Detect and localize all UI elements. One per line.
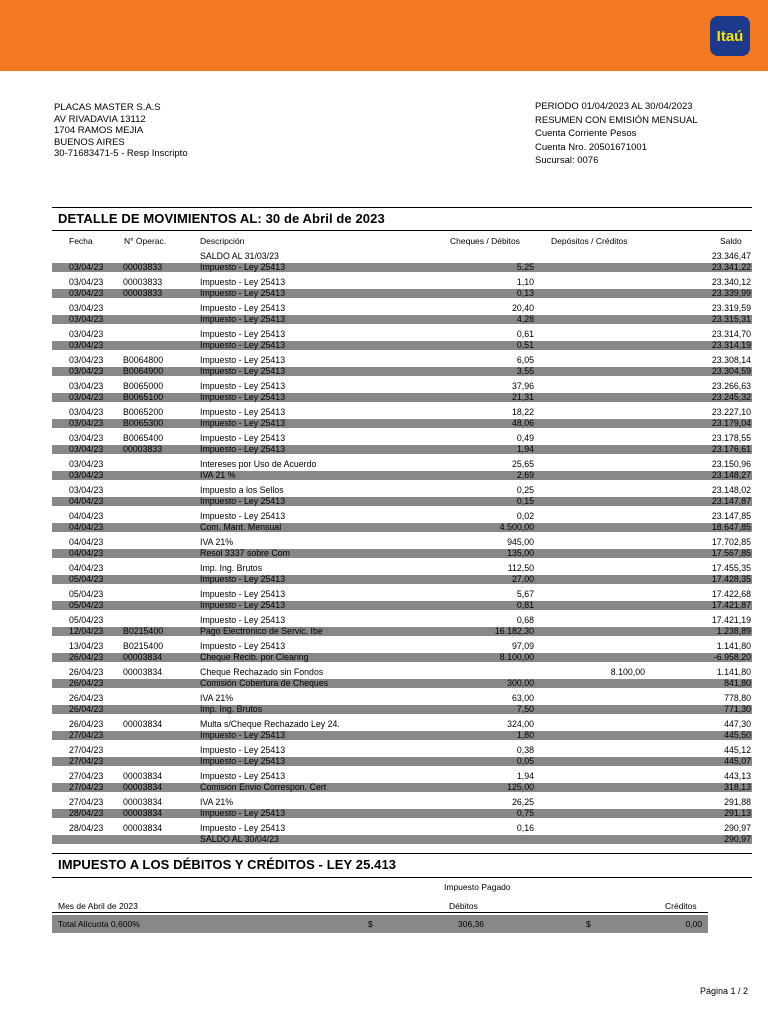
cell-fecha: 04/04/23: [69, 537, 104, 547]
cell-operacion: B0064900: [123, 366, 164, 376]
cell-fecha: 27/04/23: [69, 730, 104, 740]
cell-descripcion: Impuesto - Ley 25413: [200, 366, 286, 376]
table-row: [52, 562, 752, 575]
cell-debito: 0,49: [516, 433, 534, 443]
cell-saldo: 291,13: [724, 808, 751, 818]
cell-descripcion: Impuesto - Ley 25413: [200, 407, 286, 417]
tax-total-row: [52, 915, 708, 933]
tax-title: IMPUESTO A LOS DÉBITOS Y CRÉDITOS - LEY 25.413: [58, 857, 397, 872]
cell-fecha: 27/04/23: [69, 797, 104, 807]
cell-descripcion: Impuesto - Ley 25413: [200, 277, 286, 287]
cell-fecha: 03/04/23: [69, 470, 104, 480]
cell-debito: 125,00: [507, 782, 534, 792]
company-city: 1704 RAMOS MEJIA: [54, 125, 144, 136]
cell-debito: 1,94: [516, 444, 534, 454]
table-row: [52, 627, 752, 640]
cell-fecha: 28/04/23: [69, 808, 104, 818]
cell-saldo: 17.421,87: [711, 600, 751, 610]
tax-debits-value: 306,36: [458, 919, 484, 929]
cell-operacion: 00003834: [123, 797, 163, 807]
header-bar: [0, 0, 768, 71]
cell-operacion: 00003834: [123, 652, 163, 662]
cell-debito: 945,00: [507, 537, 534, 547]
table-row: [52, 822, 752, 835]
detail-title: DETALLE DE MOVIMIENTOS AL: 30 de Abril de 2023: [58, 211, 385, 226]
cell-saldo: 23.314,19: [711, 340, 751, 350]
cell-saldo: 443,13: [724, 771, 751, 781]
cell-debito: 5,67: [516, 589, 534, 599]
cell-descripcion: Impuesto - Ley 25413: [200, 392, 286, 402]
cell-descripcion: Impuesto - Ley 25413: [200, 574, 286, 584]
cell-fecha: 12/04/23: [69, 626, 104, 636]
cell-descripcion: Impuesto - Ley 25413: [200, 329, 286, 339]
cell-debito: 0,02: [516, 511, 534, 521]
cell-descripcion: SALDO AL 31/03/23: [200, 251, 279, 261]
cell-saldo: 1.141,80: [716, 667, 751, 677]
cell-debito: 18,22: [511, 407, 534, 417]
cell-fecha: 03/04/23: [69, 355, 104, 365]
cell-debito: 0,13: [516, 288, 534, 298]
cell-fecha: 27/04/23: [69, 745, 104, 755]
col-header-debitos: Cheques / Débitos: [450, 236, 520, 246]
cell-fecha: 03/04/23: [69, 314, 104, 324]
table-row: [52, 341, 752, 354]
company-info: [54, 102, 188, 160]
tax-paid-label: Impuesto Pagado: [444, 882, 511, 892]
cell-fecha: 27/04/23: [69, 756, 104, 766]
col-header-saldo: Saldo: [720, 236, 742, 246]
table-row: [52, 471, 752, 484]
cell-descripcion: Impuesto - Ley 25413: [200, 823, 286, 833]
cell-fecha: 05/04/23: [69, 589, 104, 599]
cell-operacion: B0065300: [123, 418, 164, 428]
cell-fecha: 03/04/23: [69, 418, 104, 428]
cell-descripcion: Impuesto a los Sellos: [200, 485, 284, 495]
cell-debito: 0,81: [516, 600, 534, 610]
table-row: [52, 510, 752, 523]
cell-operacion: B0065000: [123, 381, 164, 391]
cell-saldo: 318,13: [724, 782, 751, 792]
cell-descripcion: Com. Mant. Mensual: [200, 522, 282, 532]
cell-operacion: B0065200: [123, 407, 164, 417]
cell-saldo: -6.958,20: [713, 652, 751, 662]
cell-saldo: 23.314,70: [711, 329, 751, 339]
cell-descripcion: Pago Electronico de Servic. Ibe: [200, 626, 323, 636]
cell-descripcion: Impuesto - Ley 25413: [200, 589, 286, 599]
company-address: AV RIVADAVIA 13112: [54, 113, 146, 125]
cell-debito: 0,05: [516, 756, 534, 766]
cell-operacion: 00003834: [123, 771, 163, 781]
cell-operacion: 00003834: [123, 782, 163, 792]
cell-saldo: 23.346,47: [711, 251, 751, 261]
cell-fecha: 04/04/23: [69, 522, 104, 532]
cell-saldo: 771,30: [724, 704, 751, 714]
cell-debito: 26,25: [511, 797, 534, 807]
table-row: [52, 523, 752, 536]
cell-descripcion: Impuesto - Ley 25413: [200, 262, 286, 272]
cell-descripcion: SALDO AL 30/04/23: [200, 834, 279, 844]
summary-type: RESUMEN CON EMISIÓN MENSUAL: [535, 114, 698, 126]
table-row: [52, 601, 752, 614]
itau-logo: Itaú: [710, 16, 750, 56]
cell-saldo: 17.567,85: [711, 548, 751, 558]
cell-fecha: 04/04/23: [69, 496, 104, 506]
cell-fecha: 28/04/23: [69, 823, 104, 833]
cell-debito: 4,28: [516, 314, 534, 324]
cell-fecha: 26/04/23: [69, 719, 104, 729]
cell-descripcion: Cheque Recib. por Clearing: [200, 652, 309, 662]
cell-fecha: 03/04/23: [69, 262, 104, 272]
cell-fecha: 26/04/23: [69, 652, 104, 662]
table-row: [52, 705, 752, 718]
cell-descripcion: IVA 21%: [200, 537, 234, 547]
cell-fecha: 03/04/23: [69, 277, 104, 287]
cell-fecha: 03/04/23: [69, 288, 104, 298]
cell-operacion: B0065400: [123, 433, 164, 443]
cell-descripcion: Impuesto - Ley 25413: [200, 730, 286, 740]
cell-saldo: 445,50: [724, 730, 751, 740]
table-row: [52, 536, 752, 549]
cell-descripcion: Impuesto - Ley 25413: [200, 381, 286, 391]
cell-descripcion: Impuesto - Ley 25413: [200, 355, 286, 365]
table-row: [52, 718, 752, 731]
cell-saldo: 17.428,35: [711, 574, 751, 584]
table-row: [52, 315, 752, 328]
cell-saldo: 23.148,27: [711, 470, 751, 480]
cell-descripcion: Multa s/Cheque Rechazado Ley 24.: [200, 719, 340, 729]
company-name: PLACAS MASTER S.A.S: [54, 102, 161, 113]
cell-fecha: 03/04/23: [69, 329, 104, 339]
cell-descripcion: Impuesto - Ley 25413: [200, 433, 286, 443]
cell-saldo: 445,07: [724, 756, 751, 766]
cell-descripcion: Impuesto - Ley 25413: [200, 808, 286, 818]
cell-fecha: 26/04/23: [69, 704, 104, 714]
cell-descripcion: Impuesto - Ley 25413: [200, 340, 286, 350]
cell-fecha: 04/04/23: [69, 563, 104, 573]
cell-debito: 97,09: [511, 641, 534, 651]
cell-debito: 0,75: [516, 808, 534, 818]
cell-fecha: 03/04/23: [69, 407, 104, 417]
cell-saldo: 1.141,80: [716, 641, 751, 651]
table-row: [52, 497, 752, 510]
movements-table: [52, 250, 752, 848]
cell-operacion: 00003834: [123, 719, 163, 729]
period-range: PERIODO 01/04/2023 AL 30/04/2023: [535, 101, 693, 112]
cell-descripcion: Impuesto - Ley 25413: [200, 314, 286, 324]
table-row: [52, 484, 752, 497]
table-row: [52, 393, 752, 406]
tax-total-label: Total Alícuota 0,600%: [58, 919, 140, 929]
cell-fecha: 03/04/23: [69, 392, 104, 402]
table-row: [52, 588, 752, 601]
cell-saldo: 23.304,59: [711, 366, 751, 376]
table-row: [52, 289, 752, 302]
cell-descripcion: Cheque Rechazado sin Fondos: [200, 667, 324, 677]
cell-debito: 0,61: [516, 329, 534, 339]
cell-descripcion: Intereses por Uso de Acuerdo: [200, 459, 317, 469]
cell-debito: 5,25: [516, 262, 534, 272]
cell-descripcion: IVA 21%: [200, 797, 234, 807]
table-row: [52, 419, 752, 432]
table-row: [52, 549, 752, 562]
cell-saldo: 17.702,85: [711, 537, 751, 547]
company-tax-id: 30-71683471-5 - Resp Inscripto: [54, 148, 188, 159]
cell-descripcion: Impuesto - Ley 25413: [200, 756, 286, 766]
cell-fecha: 05/04/23: [69, 574, 104, 584]
cell-saldo: 23.315,31: [711, 314, 751, 324]
cell-descripcion: IVA 21%: [200, 693, 234, 703]
cell-descripcion: Impuesto - Ley 25413: [200, 303, 286, 313]
cell-fecha: 03/04/23: [69, 485, 104, 495]
cell-saldo: 778,80: [724, 693, 751, 703]
divider: [52, 912, 708, 913]
account-type: Cuenta Corriente Pesos: [535, 128, 637, 139]
cell-fecha: 03/04/23: [69, 433, 104, 443]
cell-saldo: 23.179,04: [711, 418, 751, 428]
col-header-creditos: Depósitos / Créditos: [551, 236, 628, 246]
cell-descripcion: Imp. Ing. Brutos: [200, 704, 263, 714]
divider: [52, 230, 752, 231]
cell-saldo: 447,30: [724, 719, 751, 729]
cell-saldo: 23.245,32: [711, 392, 751, 402]
table-row: [52, 666, 752, 679]
cell-operacion: 00003833: [123, 277, 163, 287]
cell-debito: 37,96: [511, 381, 534, 391]
cell-operacion: 00003834: [123, 667, 163, 677]
cell-saldo: 290,97: [724, 834, 751, 844]
cell-saldo: 23.176,61: [711, 444, 751, 454]
cell-debito: 1,10: [516, 277, 534, 287]
cell-saldo: 17.421,19: [711, 615, 751, 625]
cell-fecha: 13/04/23: [69, 641, 104, 651]
cell-debito: 1,80: [516, 730, 534, 740]
cell-debito: 25,65: [511, 459, 534, 469]
cell-debito: 48,06: [511, 418, 534, 428]
cell-debito: 300,00: [507, 678, 534, 688]
table-row: [52, 731, 752, 744]
cell-fecha: 04/04/23: [69, 511, 104, 521]
cell-fecha: 26/04/23: [69, 693, 104, 703]
cell-fecha: 05/04/23: [69, 600, 104, 610]
table-row: [52, 328, 752, 341]
cell-saldo: 445,12: [724, 745, 751, 755]
cell-fecha: 03/04/23: [69, 459, 104, 469]
account-number: Cuenta Nro. 20501671001: [535, 141, 647, 153]
cell-descripcion: Impuesto - Ley 25413: [200, 641, 286, 651]
cell-fecha: 03/04/23: [69, 340, 104, 350]
cell-saldo: 23.147,85: [711, 511, 751, 521]
col-header-oper: N° Operac.: [124, 236, 167, 246]
cell-saldo: 23.148,02: [711, 485, 751, 495]
cell-saldo: 17.422,68: [711, 589, 751, 599]
cell-saldo: 23.227,10: [711, 407, 751, 417]
table-row: [52, 263, 752, 276]
cell-operacion: B0215400: [123, 641, 164, 651]
cell-descripcion: Imp. Ing. Brutos: [200, 563, 263, 573]
cell-descripcion: Impuesto - Ley 25413: [200, 444, 286, 454]
cell-operacion: 00003833: [123, 288, 163, 298]
cell-debito: 0,68: [516, 615, 534, 625]
cell-fecha: 04/04/23: [69, 548, 104, 558]
cell-debito: 21,31: [511, 392, 534, 402]
cell-debito: 0,25: [516, 485, 534, 495]
cell-descripcion: Impuesto - Ley 25413: [200, 771, 286, 781]
table-row: [52, 783, 752, 796]
cell-saldo: 23.266,63: [711, 381, 751, 391]
cell-fecha: 03/04/23: [69, 381, 104, 391]
table-row: [52, 809, 752, 822]
divider: [52, 877, 752, 878]
divider: [52, 207, 752, 208]
cell-debito: 0,51: [516, 340, 534, 350]
cell-debito: 135,00: [507, 548, 534, 558]
cell-debito: 63,00: [511, 693, 534, 703]
cell-debito: 27,00: [511, 574, 534, 584]
cell-debito: 8.100,00: [499, 652, 534, 662]
cell-descripcion: Impuesto - Ley 25413: [200, 511, 286, 521]
cell-saldo: 841,80: [724, 678, 751, 688]
table-row: [52, 757, 752, 770]
tax-credits-label: Créditos: [665, 901, 697, 911]
divider: [52, 853, 752, 854]
table-row: [52, 692, 752, 705]
cell-fecha: 27/04/23: [69, 771, 104, 781]
cell-descripcion: Impuesto - Ley 25413: [200, 496, 286, 506]
cell-saldo: 23.308,14: [711, 355, 751, 365]
account-info: [535, 100, 698, 168]
cell-descripcion: IVA 21 %: [200, 470, 236, 480]
cell-fecha: 26/04/23: [69, 678, 104, 688]
cell-debito: 0,38: [516, 745, 534, 755]
table-row: [52, 458, 752, 471]
cell-fecha: 03/04/23: [69, 366, 104, 376]
cell-debito: 3,55: [516, 366, 534, 376]
cell-debito: 20,40: [511, 303, 534, 313]
table-row: [52, 653, 752, 666]
cell-saldo: 23.340,12: [711, 277, 751, 287]
table-row: [52, 445, 752, 458]
cell-saldo: 23.341,22: [711, 262, 751, 272]
cell-debito: 0,15: [516, 496, 534, 506]
cell-descripcion: Impuesto - Ley 25413: [200, 615, 286, 625]
cell-fecha: 27/04/23: [69, 782, 104, 792]
cell-saldo: 23.147,87: [711, 496, 751, 506]
tax-credits-value: 0,00: [685, 919, 702, 929]
cell-operacion: 00003834: [123, 808, 163, 818]
tax-month-label: Mes de Abril de 2023: [58, 901, 138, 911]
cell-descripcion: Comisión Envio Correspon. Cert: [200, 782, 327, 792]
cell-descripcion: Resol 3337 sobre Com: [200, 548, 290, 558]
cell-operacion: B0065100: [123, 392, 164, 402]
cell-saldo: 23.339,99: [711, 288, 751, 298]
cell-fecha: 03/04/23: [69, 303, 104, 313]
cell-descripcion: Impuesto - Ley 25413: [200, 288, 286, 298]
table-row: [52, 744, 752, 757]
cell-operacion: B0215400: [123, 626, 164, 636]
page-number: Página 1 / 2: [699, 986, 748, 996]
cell-debito: 1,94: [516, 771, 534, 781]
branch: Sucursal: 0076: [535, 155, 599, 166]
cell-fecha: 03/04/23: [69, 444, 104, 454]
cell-descripcion: Impuesto - Ley 25413: [200, 600, 286, 610]
table-row: [52, 575, 752, 588]
cell-saldo: 23.319,59: [711, 303, 751, 313]
cell-debito: 4.500,00: [499, 522, 534, 532]
cell-debito: 112,50: [507, 563, 534, 573]
cell-debito: 7,50: [516, 704, 534, 714]
cell-saldo: 17.455,35: [711, 563, 751, 573]
cell-debito: 2,69: [516, 470, 534, 480]
cell-debito: 16.182,30: [494, 626, 534, 636]
cell-descripcion: Impuesto - Ley 25413: [200, 418, 286, 428]
currency-symbol: $: [586, 919, 591, 929]
cell-operacion: B0064800: [123, 355, 164, 365]
cell-operacion: 00003834: [123, 823, 163, 833]
cell-saldo: 291,88: [724, 797, 751, 807]
cell-descripcion: Impuesto - Ley 25413: [200, 745, 286, 755]
cell-saldo: 1.238,89: [716, 626, 751, 636]
cell-saldo: 23.150,96: [711, 459, 751, 469]
cell-fecha: 05/04/23: [69, 615, 104, 625]
cell-operacion: 00003833: [123, 444, 163, 454]
cell-debito: 324,00: [507, 719, 534, 729]
cell-saldo: 290,97: [724, 823, 751, 833]
cell-operacion: 00003833: [123, 262, 163, 272]
table-row: [52, 302, 752, 315]
company-province: BUENOS AIRES: [54, 136, 125, 148]
cell-debito: 0,16: [516, 823, 534, 833]
cell-saldo: 23.178,55: [711, 433, 751, 443]
cell-fecha: 26/04/23: [69, 667, 104, 677]
cell-debito: 6,05: [516, 355, 534, 365]
cell-descripcion: Comisión Cobertura de Cheques: [200, 678, 329, 688]
col-header-fecha: Fecha: [69, 236, 93, 246]
col-header-desc: Descripción: [200, 236, 245, 246]
cell-saldo: 18.647,85: [711, 522, 751, 532]
currency-symbol: $: [368, 919, 373, 929]
tax-debits-label: Débitos: [449, 901, 478, 911]
table-row: [52, 835, 752, 848]
cell-credito: 8.100,00: [610, 667, 645, 677]
table-row: [52, 679, 752, 692]
table-row: [52, 367, 752, 380]
